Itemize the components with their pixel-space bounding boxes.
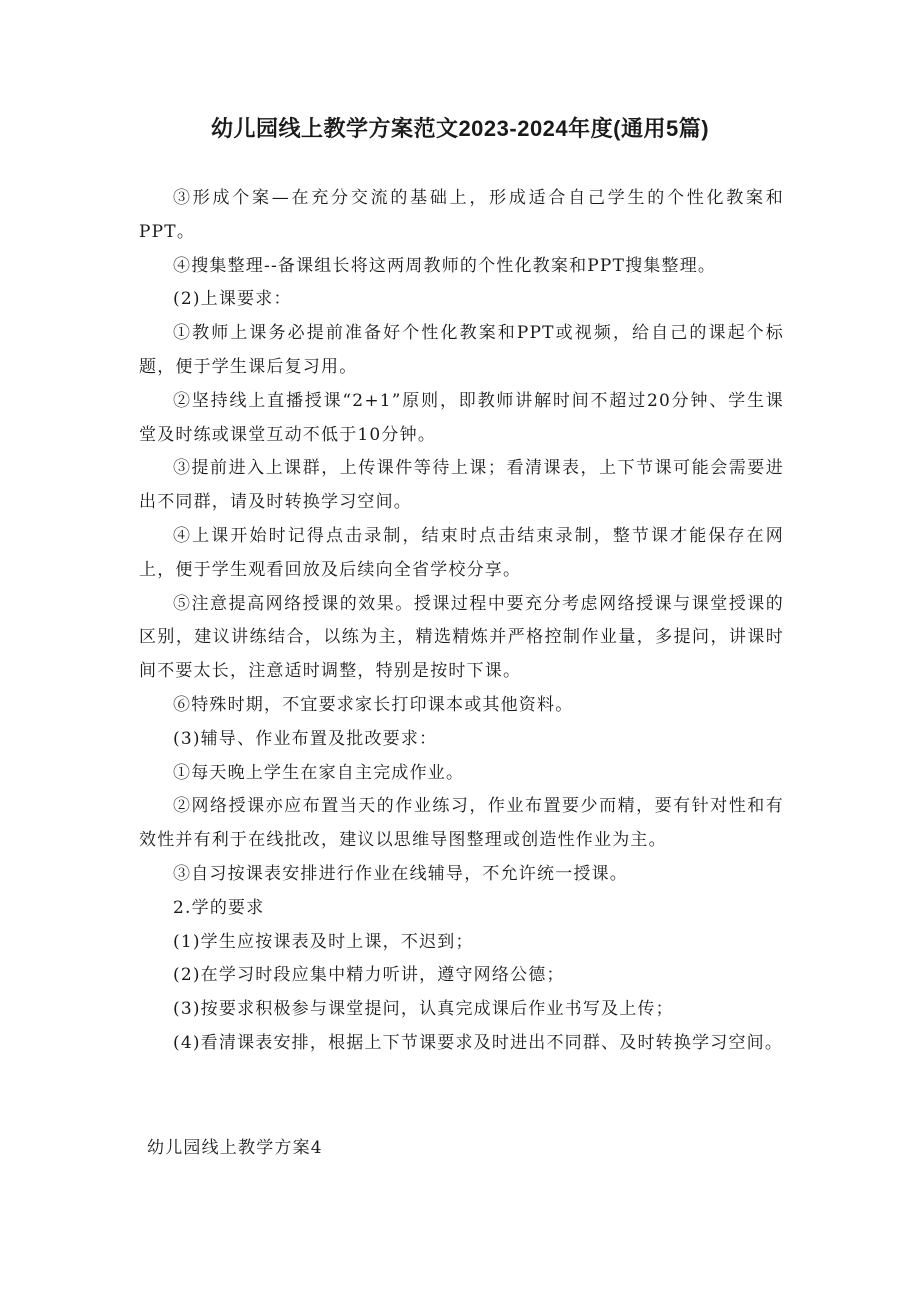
paragraph: ①每天晚上学生在家自主完成作业。 [173,762,465,783]
paragraph: ⑤注意提高网络授课的效果。授课过程中要充分考虑网络授课与课堂授课的区别，建议讲练结合，以练为主，精选精炼并严格控制作业量，多提问，讲课时间不要太长，注意适时调整，特别是按时下课。 [139,593,784,682]
paragraph: ⑥特殊时期，不宜要求家长打印课本或其他资料。 [173,694,574,715]
paragraph: (1)学生应按课表及时上课，不迟到； [173,931,474,952]
paragraph: ④搜集整理--备课组长将这两周教师的个性化教案和PPT搜集整理。 [173,255,717,276]
paragraph: (3)按要求积极参与课堂提问，认真完成课后作业书写及上传； [173,999,674,1020]
paragraph: ②坚持线上直播授课“2+1”原则，即教师讲解时间不超过20分钟、学生课堂及时练或课堂互动不低于10分钟。 [139,390,784,445]
paragraph: ④上课开始时记得点击录制，结束时点击结束录制，整节课才能保存在网上，便于学生观看回放及后续向全省学校分享。 [139,525,784,580]
paragraph: ③形成个案—在充分交流的基础上，形成适合自己学生的个性化教案和PPT。 [139,188,784,242]
document-title: 幼儿园线上教学方案范文2023-2024年度(通用5篇) [210,116,710,141]
paragraph: ②网络授课亦应布置当天的作业练习，作业布置要少而精，要有针对性和有效性并有利于在线批改，建议以思维导图整理或创造性作业为主。 [139,796,784,851]
paragraph: ①教师上课务必提前准备好个性化教案和PPT或视频，给自己的课起个标题，便于学生课后复习用。 [139,323,784,377]
paragraph: ③提前进入上课群，上传课件等待上课；看清课表，上下节课可能会需要进出不同群，请及时转换学习空间。 [139,458,784,513]
paragraph: 2.学的要求 [173,897,265,918]
paragraph: (4)看清课表安排，根据上下节课要求及时进出不同群、及时转换学习空间。 [173,1032,784,1053]
document-body [139,182,784,1061]
section-heading: 幼儿园线上教学方案4 [147,1138,323,1158]
paragraph: (2)在学习时段应集中精力听讲，遵守网络公德； [173,965,565,986]
paragraph: ③自习按课表安排进行作业在线辅导，不允许统一授课。 [173,863,628,884]
paragraph: (2)上课要求： [173,289,292,310]
paragraph: (3)辅导、作业布置及批改要求： [173,728,438,749]
